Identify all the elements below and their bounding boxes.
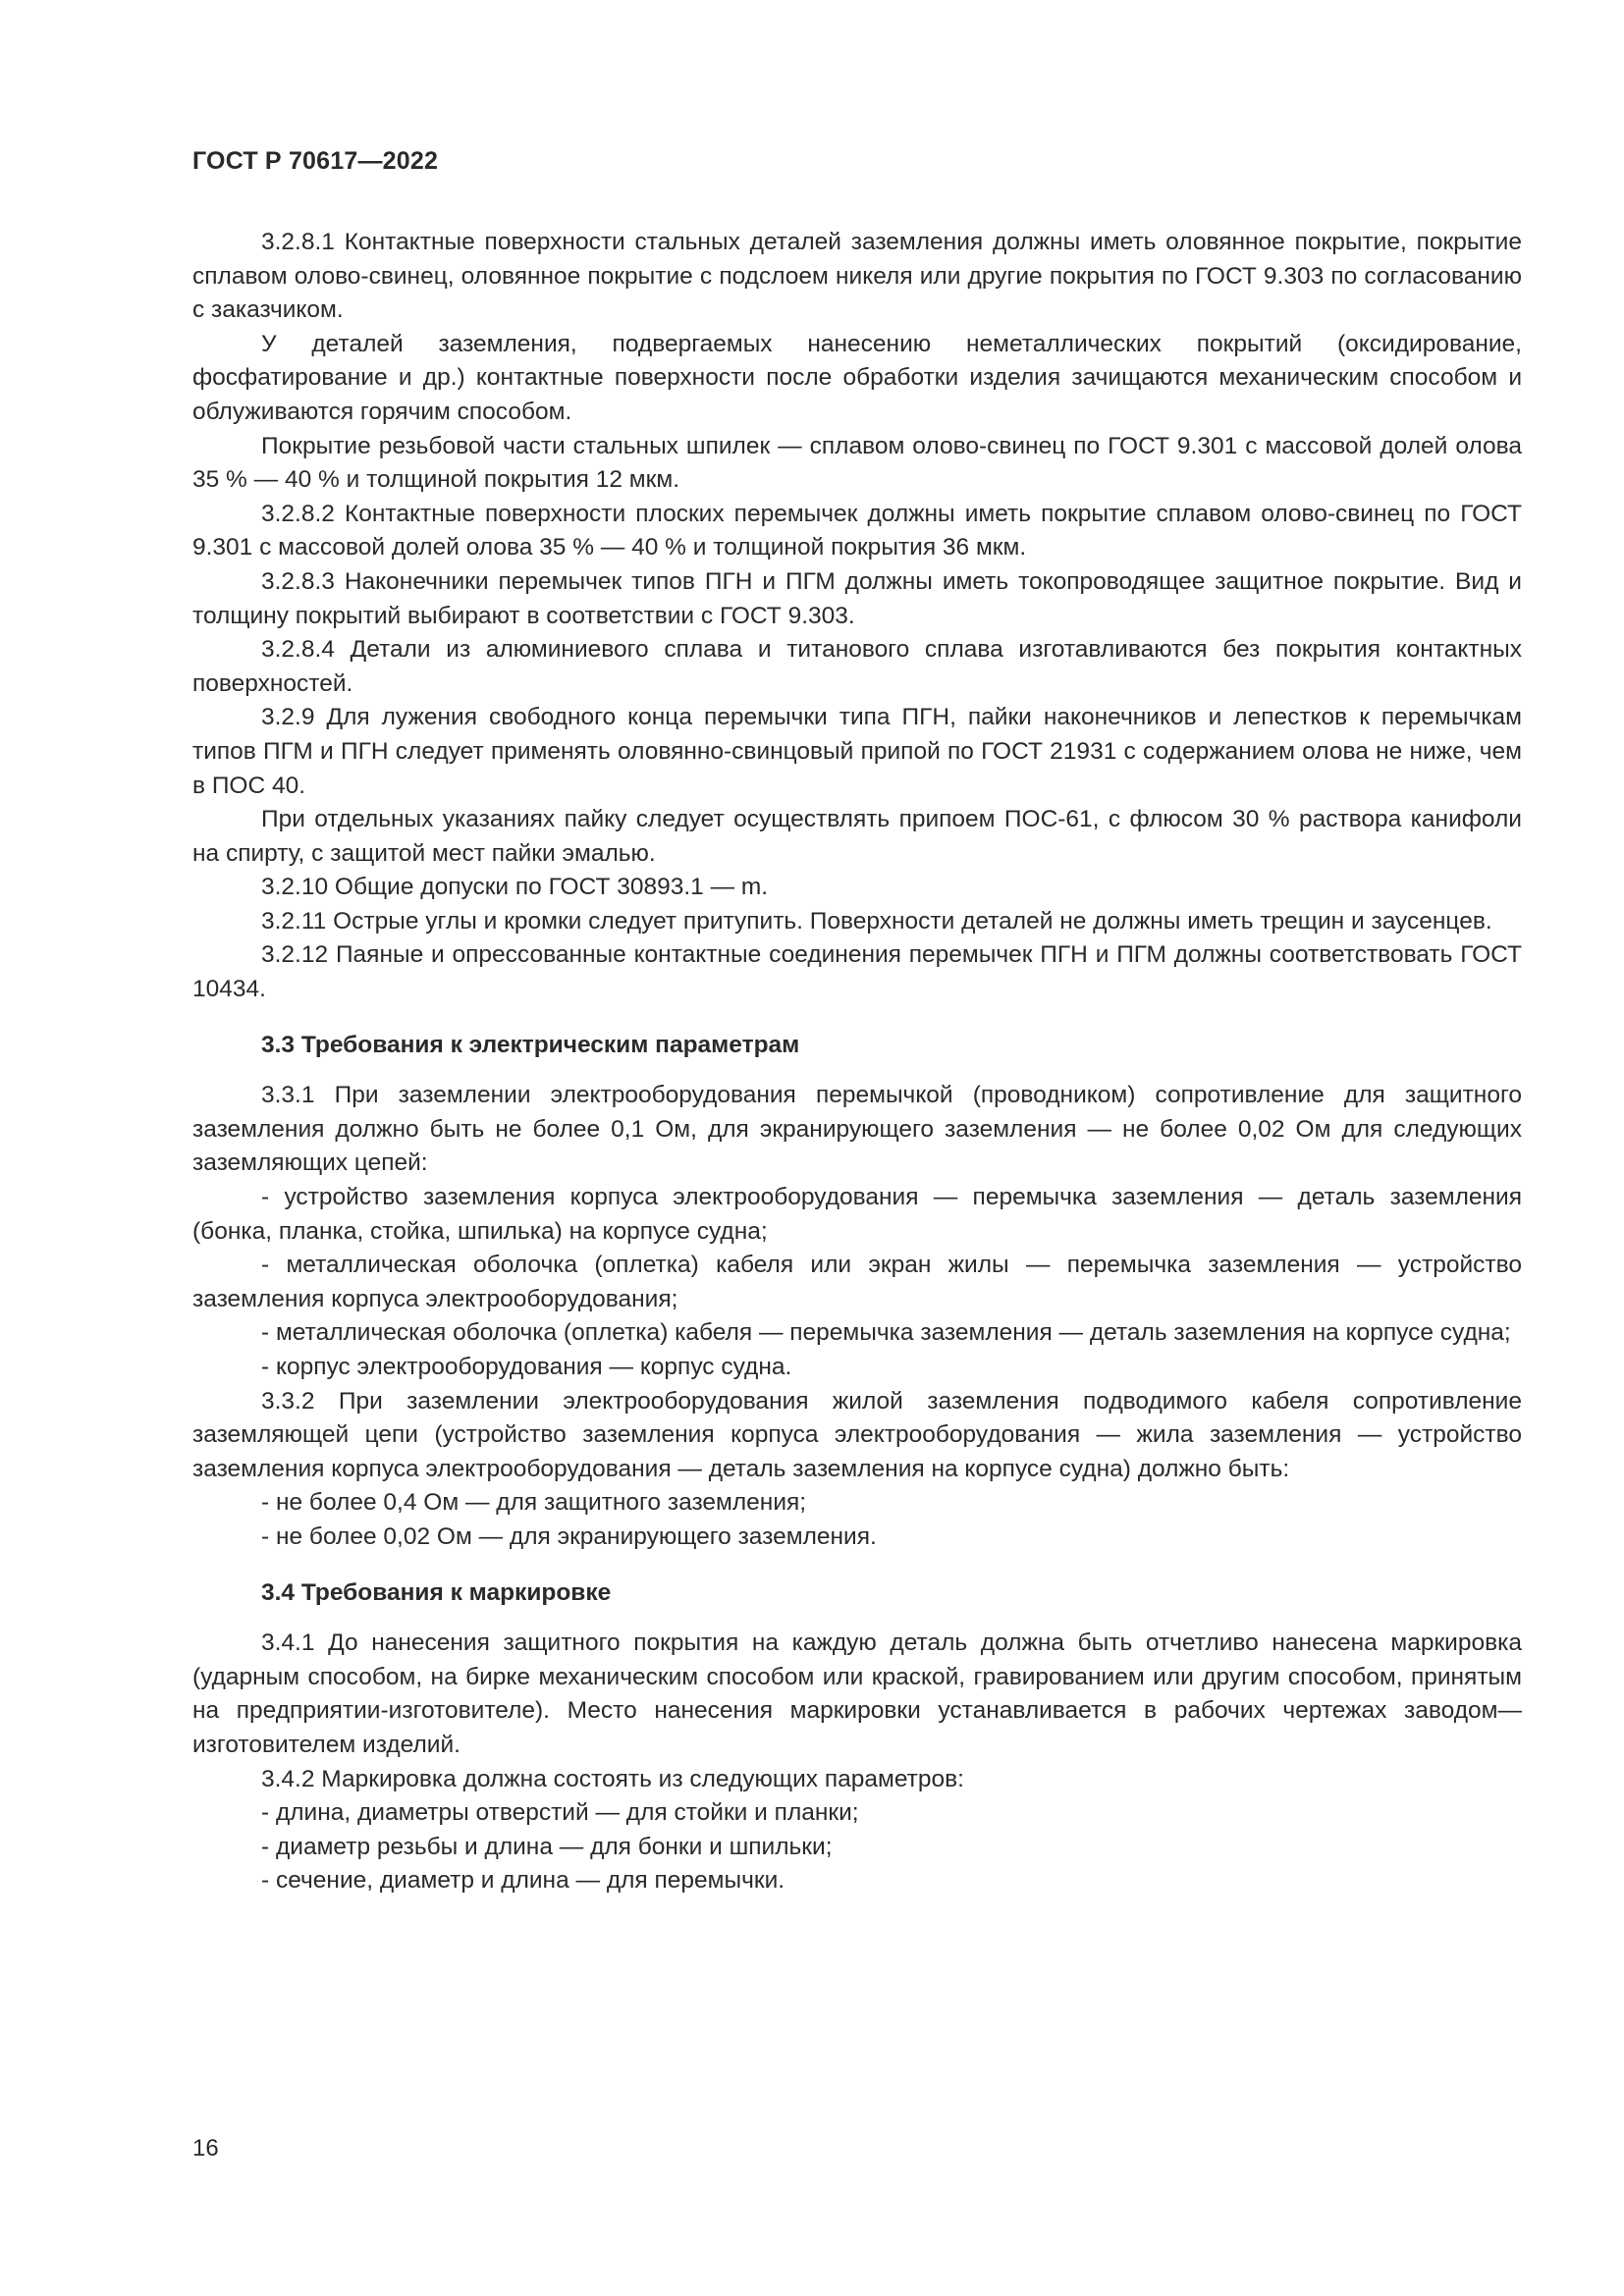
list-item: - не более 0,02 Ом — для экранирующего заземления. <box>261 1522 877 1550</box>
list-item: - диаметр резьбы и длина — для бонки и шпильки; <box>261 1833 833 1860</box>
list-item: - не более 0,4 Ом — для защитного заземления; <box>261 1489 807 1517</box>
paragraph: 3.2.8.1 Контактные поверхности стальных деталей заземления должны иметь оловянное покрытие, покрытие сплавом олово-свинец, оловянное покрытие с подслоем никеля или другие покрытия по ГОСТ 9.303 по согласованию с заказчиком. <box>192 229 1522 324</box>
list-item: - корпус электрооборудования — корпус судна. <box>261 1354 792 1380</box>
page-number: 16 <box>192 2135 219 2162</box>
paragraph: 3.2.8.4 Детали из алюминиевого сплава и титанового сплава изготавливаются без покрытия контактных поверхностей. <box>192 636 1522 697</box>
list-item: - сечение, диаметр и длина — для перемычки. <box>261 1867 785 1895</box>
list-item: - устройство заземления корпуса электрооборудования — перемычка заземления — деталь заземления (бонка, планка, стойка, шпилька) на корпусе судна; <box>192 1184 1522 1245</box>
section-heading-marking: 3.4 Требования к маркировке <box>261 1578 612 1606</box>
list-item: - металлическая оболочка (оплетка) кабеля или экран жилы — перемычка заземления — устройство заземления корпуса электрооборудования; <box>192 1252 1522 1312</box>
paragraph: 3.3.1 При заземлении электрооборудования перемычкой (проводником) сопротивление для защитного заземления должно быть не более 0,1 Ом, для экранирующего заземления — не более 0,02 Ом для следующих заземляющих цепей: <box>192 1082 1522 1177</box>
list-item: - металлическая оболочка (оплетка) кабеля — перемычка заземления — деталь заземления на корпусе судна; <box>261 1319 1511 1347</box>
paragraph: 3.2.10 Общие допуски по ГОСТ 30893.1 — m. <box>261 874 769 901</box>
list-item: - длина, диаметры отверстий — для стойки и планки; <box>261 1799 859 1827</box>
paragraph: 3.2.8.2 Контактные поверхности плоских перемычек должны иметь покрытие сплавом олово-свинец по ГОСТ 9.301 с массовой долей олова 35 % — 40 % и толщиной покрытия 36 мкм. <box>192 500 1522 561</box>
paragraph: 3.2.12 Паяные и опрессованные контактные соединения перемычек ПГН и ПГМ должны соответствовать ГОСТ 10434. <box>192 941 1522 1003</box>
paragraph: 3.2.8.3 Наконечники перемычек типов ПГН и ПГМ должны иметь токопроводящее защитное покрытие. Вид и толщину покрытий выбирают в соответствии с ГОСТ 9.303. <box>192 567 1522 629</box>
paragraph: 3.3.2 При заземлении электрооборудования жилой заземления подводимого кабеля сопротивление заземляющей цепи (устройство заземления корпуса электрооборудования — жила заземления — устройство заземления корпуса электрооборудования — деталь заземления на корпусе судна) должно быть: <box>192 1387 1522 1482</box>
paragraph: 3.4.2 Маркировка должна состоять из следующих параметров: <box>261 1765 964 1792</box>
section-heading-electrical: 3.3 Требования к электрическим параметрам <box>261 1031 800 1058</box>
document-body <box>192 226 1522 1898</box>
paragraph: У деталей заземления, подвергаемых нанесению неметаллических покрытий (оксидирование, фосфатирование и др.) контактные поверхности после обработки изделия зачищаются механическим способом и облуживаются горячим способом. <box>192 330 1522 425</box>
paragraph: 3.2.11 Острые углы и кромки следует притупить. Поверхности деталей не должны иметь трещин и заусенцев. <box>261 907 1492 934</box>
document-header: ГОСТ Р 70617—2022 <box>192 147 439 175</box>
paragraph: 3.2.9 Для лужения свободного конца перемычки типа ПГН, пайки наконечников и лепестков к перемычкам типов ПГМ и ПГН следует применять оловянно-свинцовый припой по ГОСТ 21931 с содержанием олова не ниже, чем в ПОС 40. <box>192 704 1522 799</box>
paragraph: Покрытие резьбовой части стальных шпилек — сплавом олово-свинец по ГОСТ 9.301 с массовой долей олова 35 % — 40 % и толщиной покрытия 12 мкм. <box>192 432 1522 494</box>
paragraph: 3.4.1 До нанесения защитного покрытия на каждую деталь должна быть отчетливо нанесена маркировка (ударным способом, на бирке механическим способом или краской, гравированием или другим способом, принятым на предприятии-изготовителе). Место нанесения маркировки устанавливается в рабочих чертежах заводом—изготовителем изделий. <box>192 1629 1522 1758</box>
paragraph: При отдельных указаниях пайку следует осуществлять припоем ПОС-61, с флюсом 30 % раствора канифоли на спирту, с защитой мест пайки эмалью. <box>192 806 1522 867</box>
